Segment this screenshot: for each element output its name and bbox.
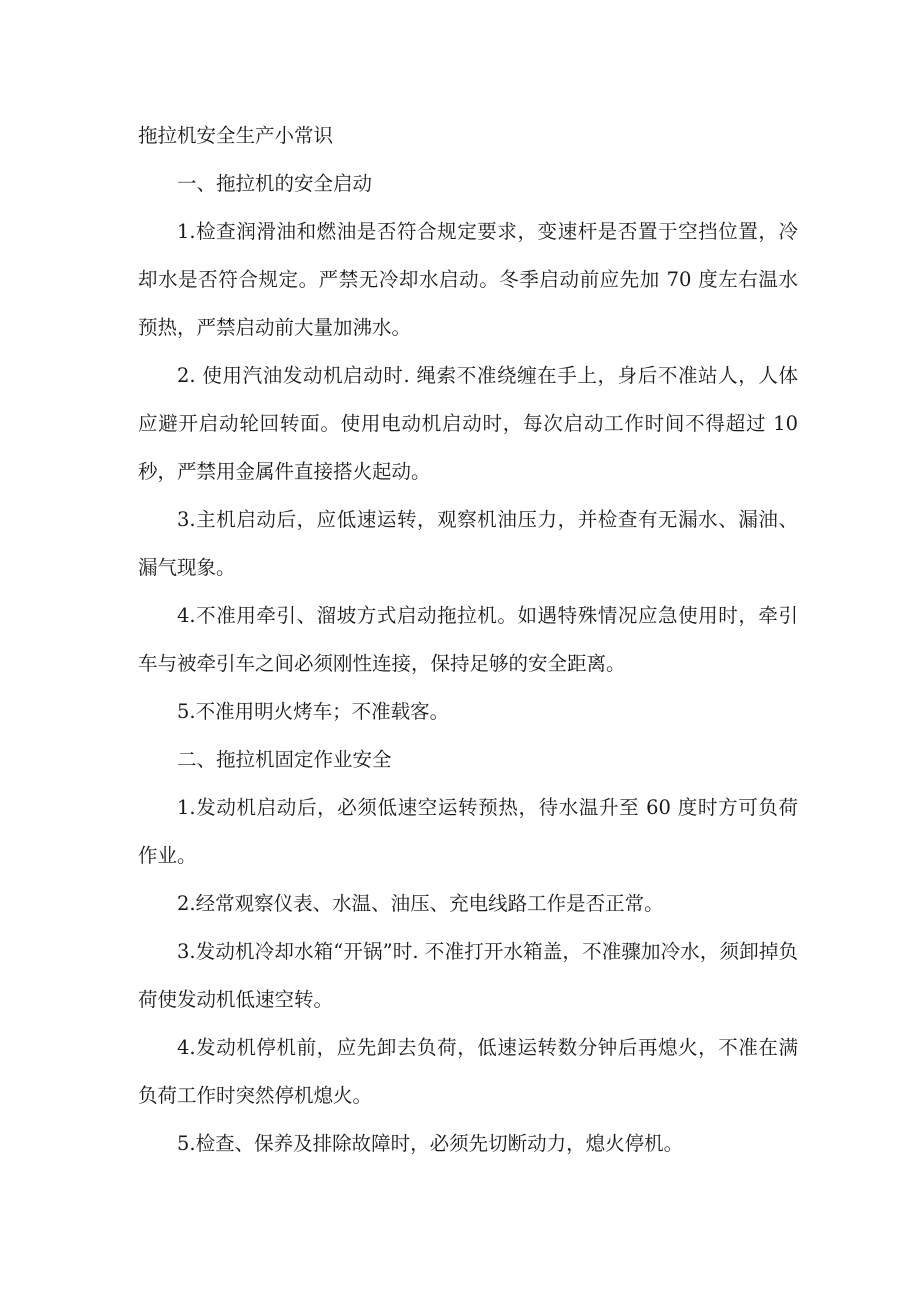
document-body	[138, 112, 798, 1168]
startup-item-1: 1.检查润滑油和燃油是否符合规定要求，变速杆是否置于空挡位置，冷却水是否符合规定。严禁无冷却水启动。冬季启动前应先加 70 度左右温水预热，严禁启动前大量加沸水。	[138, 220, 798, 339]
section-heading-stationary-work: 二、拖拉机固定作业安全	[177, 748, 392, 771]
stationary-item-4: 4.发动机停机前，应先卸去负荷，低速运转数分钟后再熄火，不准在满负荷工作时突然停机熄火。	[138, 1036, 798, 1107]
startup-item-3: 3.主机启动后，应低速运转，观察机油压力，并检查有无漏水、漏油、漏气现象。	[138, 508, 798, 579]
stationary-item-3: 3.发动机冷却水箱“开锅”时. 不准打开水箱盖，不准骤加冷水，须卸掉负荷使发动机低速空转。	[138, 940, 798, 1011]
startup-item-2: 2. 使用汽油发动机启动时. 绳索不准绕缠在手上，身后不准站人，人体应避开启动轮回转面。使用电动机启动时，每次启动工作时间不得超过 10 秒，严禁用金属件直接搭火起动。	[138, 364, 798, 483]
startup-item-5: 5.不准用明火烤车；不准载客。	[177, 700, 450, 723]
stationary-item-1: 1.发动机启动后，必须低速空运转预热，待水温升至 60 度时方可负荷作业。	[138, 796, 798, 867]
stationary-item-5: 5.检查、保养及排除故障时，必须先切断动力，熄火停机。	[177, 1132, 684, 1155]
document-title: 拖拉机安全生产小常识	[138, 124, 334, 147]
startup-item-4: 4.不准用牵引、溜坡方式启动拖拉机。如遇特殊情况应急使用时，牵引车与被牵引车之间必须刚性连接，保持足够的安全距离。	[138, 604, 798, 675]
stationary-item-2: 2.经常观察仪表、水温、油压、充电线路工作是否正常。	[177, 892, 664, 915]
section-heading-startup: 一、拖拉机的安全启动	[177, 172, 373, 195]
